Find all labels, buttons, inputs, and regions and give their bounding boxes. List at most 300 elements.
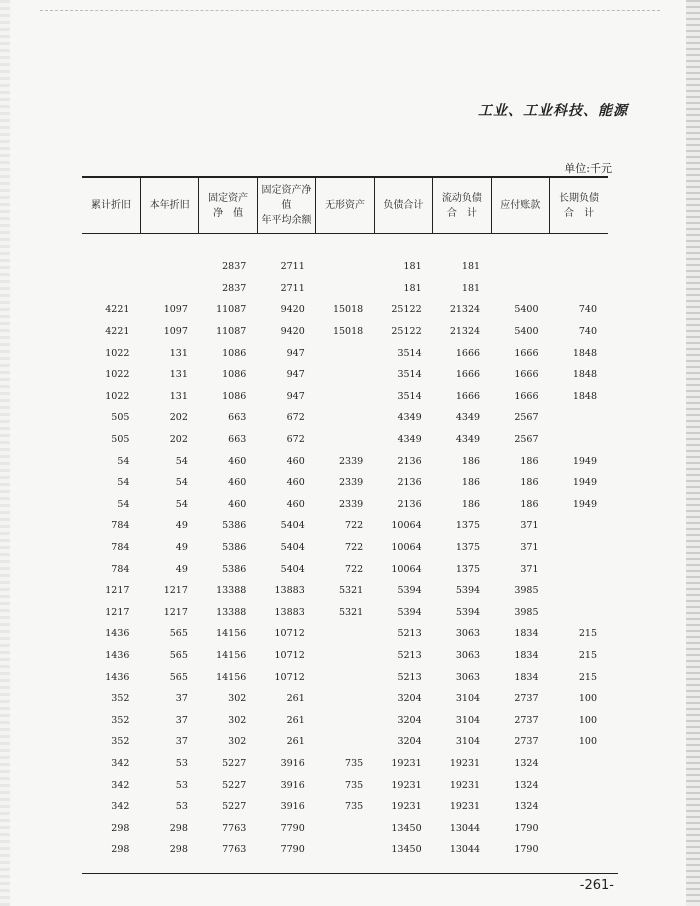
table-cell: 13044 xyxy=(449,822,481,834)
table-cell: 1375 xyxy=(455,542,481,554)
table-cell xyxy=(316,645,374,667)
table-row xyxy=(82,731,608,753)
table-cell xyxy=(316,342,374,364)
table-cell: 3204 xyxy=(397,693,422,705)
table-cell xyxy=(550,537,609,559)
table-cell: 13450 xyxy=(391,844,422,856)
table-cell: 1097 xyxy=(163,304,188,316)
table-cell: 2567 xyxy=(514,434,539,446)
table-cell: 3514 xyxy=(397,369,422,381)
column-header-line1: 应付账款 xyxy=(500,200,541,211)
table-cell: 735 xyxy=(345,801,364,813)
table-cell: 186 xyxy=(520,455,539,467)
table-cell: 1086 xyxy=(222,390,247,402)
table-cell: 19231 xyxy=(391,757,422,769)
table-cell: 131 xyxy=(169,369,188,381)
table-cell xyxy=(491,256,549,278)
table-cell: 21324 xyxy=(449,326,481,338)
table-cell: 13388 xyxy=(216,585,247,597)
table-cell: 15018 xyxy=(332,304,364,316)
table-cell: 1097 xyxy=(163,326,188,338)
table-row xyxy=(82,494,608,516)
table-cell: 302 xyxy=(228,714,247,726)
table-cell: 14156 xyxy=(216,628,247,640)
table-cell: 2567 xyxy=(514,412,539,424)
table-body xyxy=(82,234,608,861)
table-row xyxy=(82,299,608,321)
table-cell: 9420 xyxy=(280,326,305,338)
table-row xyxy=(82,645,608,667)
table-row xyxy=(82,558,608,580)
table-cell: 1666 xyxy=(514,390,539,402)
table-row xyxy=(82,321,608,343)
table-cell: 54 xyxy=(117,477,130,489)
column-header xyxy=(374,177,432,234)
table-cell: 1666 xyxy=(455,369,481,381)
table-row xyxy=(82,623,608,645)
table-cell: 131 xyxy=(169,347,188,359)
table-cell: 186 xyxy=(461,498,481,510)
table-cell: 13883 xyxy=(274,585,305,597)
table-cell: 5394 xyxy=(397,606,422,618)
table-row xyxy=(82,472,608,494)
column-header-line1: 流动负债 xyxy=(441,192,482,204)
table-row xyxy=(82,774,608,796)
table-cell: 371 xyxy=(520,520,539,532)
table-cell: 186 xyxy=(461,455,481,467)
table-cell: 54 xyxy=(175,455,188,467)
table-row xyxy=(82,602,608,624)
table-cell: 1375 xyxy=(455,520,481,532)
table-cell: 1436 xyxy=(105,628,130,640)
table-cell: 13450 xyxy=(391,822,422,834)
table-cell: 3063 xyxy=(455,628,481,640)
table-cell xyxy=(550,817,609,839)
table-row xyxy=(82,342,608,364)
table-cell: 3514 xyxy=(397,390,422,402)
table-row xyxy=(82,817,608,839)
table-cell xyxy=(316,429,374,451)
table-row xyxy=(82,709,608,731)
table-cell xyxy=(140,278,198,300)
table-cell: 13044 xyxy=(449,844,481,856)
table-cell: 505 xyxy=(111,412,130,424)
table-cell: 1217 xyxy=(163,606,188,618)
table-row xyxy=(82,839,608,861)
table-cell: 1086 xyxy=(222,369,247,381)
table-cell: 1217 xyxy=(105,585,130,597)
table-cell: 1666 xyxy=(514,347,539,359)
table-cell: 10064 xyxy=(391,520,422,532)
table-cell: 186 xyxy=(520,498,539,510)
table-spacer-row xyxy=(82,234,608,257)
table-cell: 100 xyxy=(578,693,597,705)
table-cell xyxy=(491,278,549,300)
table-cell: 3916 xyxy=(280,779,305,791)
table-cell: 784 xyxy=(111,542,130,554)
table-cell: 21324 xyxy=(449,304,481,316)
table-cell: 565 xyxy=(169,628,188,640)
table-cell: 460 xyxy=(228,477,247,489)
table-cell: 3916 xyxy=(280,801,305,813)
table-cell: 186 xyxy=(520,477,539,489)
table-cell xyxy=(550,429,609,451)
table-cell: 2136 xyxy=(397,477,422,489)
table-cell: 1834 xyxy=(514,671,539,683)
section-title: 工业、工业科技、能源 xyxy=(478,103,628,119)
column-header xyxy=(316,177,374,234)
column-header xyxy=(550,177,609,234)
table-cell: 1666 xyxy=(514,369,539,381)
column-header xyxy=(199,177,257,234)
table-cell: 215 xyxy=(578,649,597,661)
table-cell: 13388 xyxy=(216,606,247,618)
table-cell: 1217 xyxy=(105,606,130,618)
table-cell xyxy=(316,278,374,300)
table-cell: 5386 xyxy=(222,542,247,554)
table-cell: 53 xyxy=(175,779,188,791)
table-cell xyxy=(550,515,609,537)
table-cell: 2737 xyxy=(514,693,539,705)
table-cell: 672 xyxy=(286,434,305,446)
table-cell xyxy=(316,688,374,710)
table-cell: 10712 xyxy=(274,671,305,683)
table-cell: 3063 xyxy=(455,671,481,683)
table-cell: 371 xyxy=(520,542,539,554)
table-cell: 202 xyxy=(169,412,188,424)
table-cell: 784 xyxy=(111,520,130,532)
table-row xyxy=(82,580,608,602)
table-cell: 181 xyxy=(461,261,481,273)
table-cell: 722 xyxy=(345,542,364,554)
table-cell: 722 xyxy=(345,563,364,575)
table-cell: 460 xyxy=(228,498,247,510)
table-cell: 261 xyxy=(286,736,305,748)
table-cell: 505 xyxy=(111,434,130,446)
table-cell: 1790 xyxy=(514,822,539,834)
table-cell: 4221 xyxy=(105,304,130,316)
table-cell xyxy=(550,558,609,580)
table-cell: 54 xyxy=(117,455,130,467)
table-cell: 181 xyxy=(461,282,481,294)
table-cell: 1086 xyxy=(222,347,247,359)
table-cell: 1022 xyxy=(105,369,130,381)
table-cell: 5213 xyxy=(397,671,422,683)
column-header-line2: 合 计 xyxy=(446,207,477,219)
table-cell: 947 xyxy=(286,390,305,402)
table-cell: 4349 xyxy=(397,412,422,424)
column-header-line1: 负债合计 xyxy=(383,200,424,211)
table-cell: 202 xyxy=(169,434,188,446)
table-cell: 10064 xyxy=(391,542,422,554)
table-cell: 298 xyxy=(169,822,188,834)
table-cell: 2837 xyxy=(222,282,247,294)
table-cell: 1848 xyxy=(572,390,597,402)
table-cell: 3916 xyxy=(280,757,305,769)
table-row xyxy=(82,753,608,775)
table-cell: 3204 xyxy=(397,736,422,748)
table-cell: 5394 xyxy=(455,585,481,597)
table-cell: 25122 xyxy=(391,304,422,316)
table-cell: 1022 xyxy=(105,390,130,402)
table-cell: 1834 xyxy=(514,628,539,640)
table-cell: 1436 xyxy=(105,649,130,661)
table-row xyxy=(82,364,608,386)
column-header xyxy=(140,177,198,234)
table-cell: 947 xyxy=(286,369,305,381)
table-cell: 54 xyxy=(117,498,130,510)
table-cell: 460 xyxy=(286,455,305,467)
table-cell: 5404 xyxy=(280,542,305,554)
table-cell: 2711 xyxy=(280,261,305,273)
table-row xyxy=(82,537,608,559)
table-cell xyxy=(316,407,374,429)
table-cell: 352 xyxy=(111,693,130,705)
footer-rule xyxy=(82,873,618,874)
table-cell: 2737 xyxy=(514,736,539,748)
table-cell: 49 xyxy=(175,542,188,554)
page-number: -261- xyxy=(579,878,614,893)
table-cell: 37 xyxy=(175,736,188,748)
table-cell: 5394 xyxy=(397,585,422,597)
table-row xyxy=(82,666,608,688)
table-cell xyxy=(82,278,140,300)
column-header-line1: 长期负债 xyxy=(559,192,599,204)
table-cell: 5321 xyxy=(339,606,364,618)
table-cell: 186 xyxy=(461,477,481,489)
table-cell: 1848 xyxy=(572,347,597,359)
table-cell: 5213 xyxy=(397,649,422,661)
table-cell: 215 xyxy=(578,671,597,683)
table-cell: 1666 xyxy=(455,390,481,402)
table-cell: 261 xyxy=(286,693,305,705)
table-cell: 1848 xyxy=(572,369,597,381)
table-cell xyxy=(316,731,374,753)
column-header-line1: 固定资产 xyxy=(208,192,249,204)
table-cell: 14156 xyxy=(216,671,247,683)
column-header xyxy=(491,177,549,234)
column-header xyxy=(433,177,491,234)
table-cell: 740 xyxy=(578,304,597,316)
table-cell: 2339 xyxy=(339,498,364,510)
table-row xyxy=(82,450,608,472)
table-row xyxy=(82,515,608,537)
table-cell: 7763 xyxy=(222,822,247,834)
table-cell xyxy=(316,666,374,688)
table-cell: 342 xyxy=(111,779,130,791)
table-cell: 49 xyxy=(175,520,188,532)
table-cell xyxy=(550,839,609,861)
table-cell: 13883 xyxy=(274,606,305,618)
table-cell: 3104 xyxy=(455,736,481,748)
table-cell: 663 xyxy=(228,434,247,446)
table-cell: 3514 xyxy=(397,347,422,359)
table-cell: 215 xyxy=(578,628,597,640)
unit-label: 单位:千元 xyxy=(564,162,612,175)
table-cell: 722 xyxy=(345,520,364,532)
table-cell xyxy=(140,256,198,278)
table-cell: 54 xyxy=(175,477,188,489)
table-cell: 302 xyxy=(228,693,247,705)
table-cell: 131 xyxy=(169,390,188,402)
column-header xyxy=(257,177,315,234)
table-cell: 181 xyxy=(403,261,422,273)
table-cell: 100 xyxy=(578,736,597,748)
column-header-line1: 本年折旧 xyxy=(149,200,190,211)
table-cell xyxy=(550,753,609,775)
table-cell: 1324 xyxy=(514,779,539,791)
table-cell: 342 xyxy=(111,801,130,813)
table-cell xyxy=(316,364,374,386)
table-cell: 4349 xyxy=(397,434,422,446)
table-cell: 10712 xyxy=(274,649,305,661)
table-row xyxy=(82,386,608,408)
table-row xyxy=(82,796,608,818)
table-cell: 1217 xyxy=(163,585,188,597)
table-cell: 3104 xyxy=(455,714,481,726)
table-cell: 37 xyxy=(175,714,188,726)
table-cell: 5227 xyxy=(222,801,247,813)
table-cell: 1949 xyxy=(572,477,597,489)
table-cell: 1375 xyxy=(455,563,481,575)
table-cell xyxy=(316,817,374,839)
table-cell: 2136 xyxy=(397,455,422,467)
table-cell: 663 xyxy=(228,412,247,424)
scan-top-line xyxy=(40,10,660,11)
table-cell: 740 xyxy=(578,326,597,338)
table-cell: 5404 xyxy=(280,563,305,575)
table-cell: 1834 xyxy=(514,649,539,661)
table-cell: 3985 xyxy=(514,585,539,597)
table-cell: 19231 xyxy=(449,779,481,791)
column-header-line2: 净 值 xyxy=(213,207,244,219)
table-cell: 5404 xyxy=(280,520,305,532)
table-cell: 37 xyxy=(175,693,188,705)
table-cell: 4349 xyxy=(455,412,481,424)
table-row xyxy=(82,407,608,429)
table-cell: 10712 xyxy=(274,628,305,640)
table-cell: 181 xyxy=(403,282,422,294)
table-cell xyxy=(550,278,609,300)
table-cell: 5400 xyxy=(514,304,539,316)
table-cell: 53 xyxy=(175,801,188,813)
table-cell: 3204 xyxy=(397,714,422,726)
column-header-line2: 合 计 xyxy=(564,207,594,219)
table-cell: 5394 xyxy=(455,606,481,618)
table-cell: 2339 xyxy=(339,455,364,467)
table-cell: 5400 xyxy=(514,326,539,338)
table-cell: 672 xyxy=(286,412,305,424)
table-cell: 7790 xyxy=(280,844,305,856)
table-cell: 19231 xyxy=(449,801,481,813)
table-cell: 352 xyxy=(111,736,130,748)
table-cell xyxy=(316,256,374,278)
table-cell: 53 xyxy=(175,757,188,769)
table-cell: 460 xyxy=(228,455,247,467)
table-cell: 10064 xyxy=(391,563,422,575)
table-cell xyxy=(316,386,374,408)
table-cell: 1022 xyxy=(105,347,130,359)
table-cell: 1324 xyxy=(514,801,539,813)
data-table xyxy=(82,176,608,861)
table-cell: 1949 xyxy=(572,498,597,510)
table-cell: 784 xyxy=(111,563,130,575)
table-cell: 3063 xyxy=(455,649,481,661)
table-cell: 7763 xyxy=(222,844,247,856)
table-cell xyxy=(316,623,374,645)
table-cell: 735 xyxy=(345,779,364,791)
table-cell: 298 xyxy=(111,844,130,856)
table-cell xyxy=(316,709,374,731)
table-cell: 1666 xyxy=(455,347,481,359)
table-cell: 4349 xyxy=(455,434,481,446)
table-cell: 2837 xyxy=(222,261,247,273)
table-cell: 7790 xyxy=(280,822,305,834)
table-cell: 19231 xyxy=(449,757,481,769)
table-cell: 9420 xyxy=(280,304,305,316)
table-cell xyxy=(550,580,609,602)
table-cell: 460 xyxy=(286,498,305,510)
column-header-line1: 无形资产 xyxy=(324,200,365,211)
table-cell: 19231 xyxy=(391,779,422,791)
table-cell: 1324 xyxy=(514,757,539,769)
table-row xyxy=(82,256,608,278)
table-cell: 298 xyxy=(111,822,130,834)
table-cell xyxy=(550,407,609,429)
table-cell: 261 xyxy=(286,714,305,726)
table-cell: 25122 xyxy=(391,326,422,338)
table-cell: 2711 xyxy=(280,282,305,294)
table-cell: 5227 xyxy=(222,757,247,769)
table-cell xyxy=(316,839,374,861)
table-cell: 5386 xyxy=(222,520,247,532)
scan-edge-right xyxy=(686,0,700,906)
table-cell: 5213 xyxy=(397,628,422,640)
table-cell: 735 xyxy=(345,757,364,769)
column-header-line2: 年平均余额 xyxy=(261,215,312,226)
table-row xyxy=(82,278,608,300)
table-cell: 19231 xyxy=(391,801,422,813)
column-header-line1: 累计折旧 xyxy=(90,200,131,211)
table-cell: 1436 xyxy=(105,671,130,683)
table-row xyxy=(82,688,608,710)
table-cell: 3104 xyxy=(455,693,481,705)
table-cell: 352 xyxy=(111,714,130,726)
table-cell: 11087 xyxy=(216,304,247,316)
table-cell: 3985 xyxy=(514,606,539,618)
table-cell: 2136 xyxy=(397,498,422,510)
table-cell: 460 xyxy=(286,477,305,489)
table-cell: 2339 xyxy=(339,477,364,489)
table-cell xyxy=(550,774,609,796)
table-cell: 14156 xyxy=(216,649,247,661)
table-cell: 5227 xyxy=(222,779,247,791)
table-cell: 565 xyxy=(169,649,188,661)
table-cell: 302 xyxy=(228,736,247,748)
table-cell xyxy=(550,796,609,818)
table-cell: 1790 xyxy=(514,844,539,856)
table-cell: 565 xyxy=(169,671,188,683)
scan-edge-left xyxy=(0,0,10,906)
table-cell: 5321 xyxy=(339,585,364,597)
table-row xyxy=(82,429,608,451)
table-cell: 2737 xyxy=(514,714,539,726)
table-cell: 5386 xyxy=(222,563,247,575)
table-cell: 947 xyxy=(286,347,305,359)
table-cell xyxy=(82,256,140,278)
table-cell: 54 xyxy=(175,498,188,510)
table-cell: 15018 xyxy=(332,326,364,338)
